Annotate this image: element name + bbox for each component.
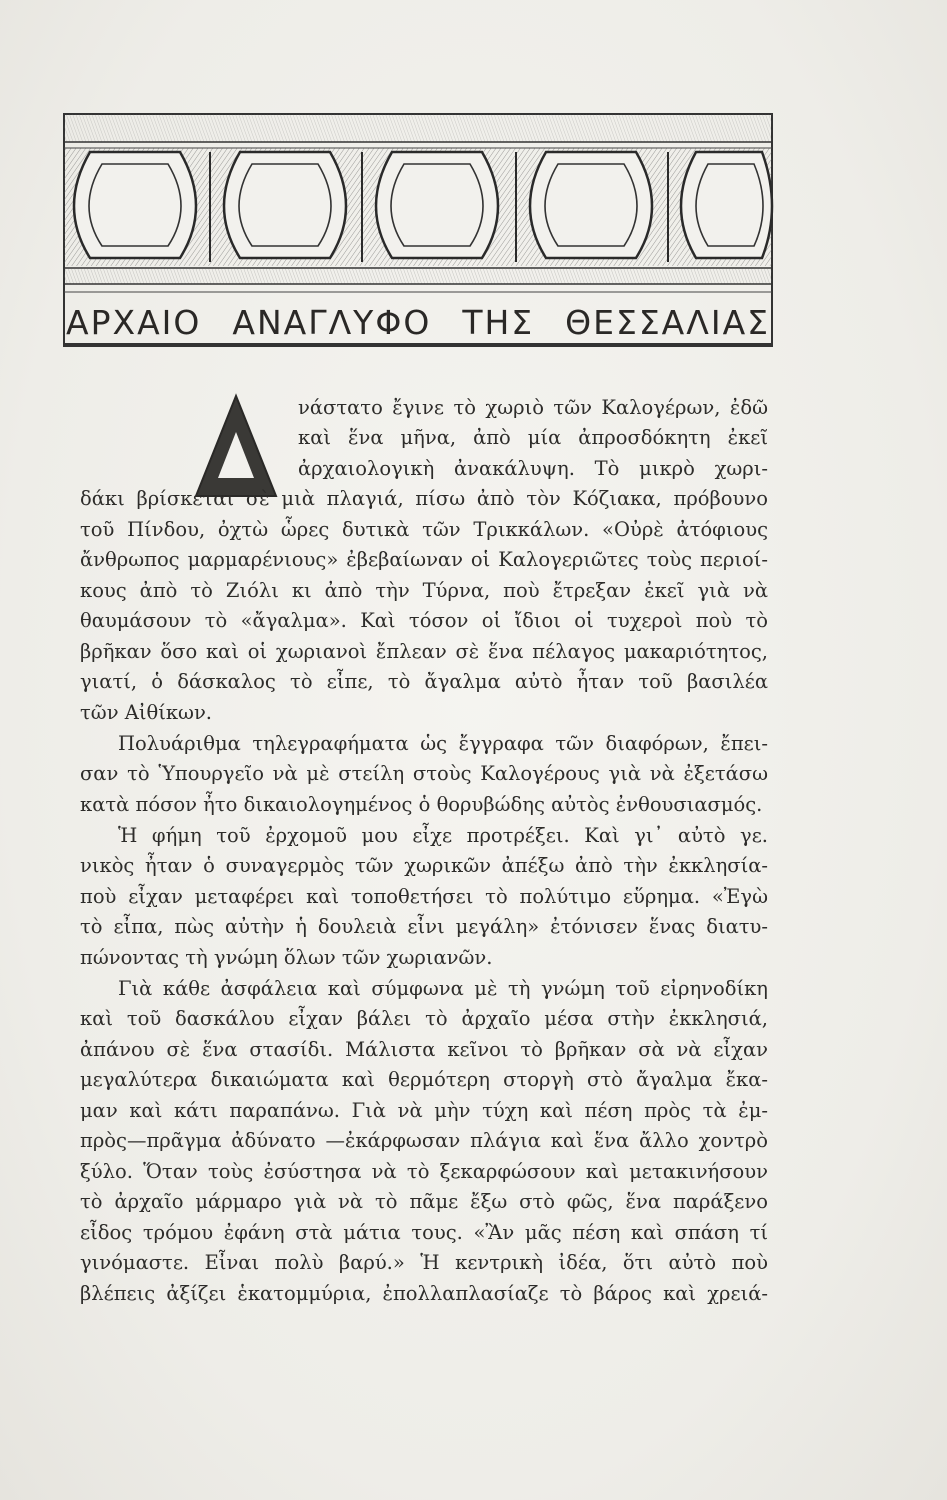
text-line: μεγαλύτερα δικαιώματα καὶ θερμότερη στοργὴ στὸ ἄγαλμα ἔκα- (80, 1068, 768, 1091)
text-line: μαν καὶ κάτι παραπάνω. Γιὰ νὰ μὴν τύχη καὶ πέση πρὸς τὰ ἐμ- (80, 1099, 768, 1122)
caption-word: ΑΡΧΑΙΟ (66, 302, 202, 342)
text-line: ἀρχαιολογικὴ ἀνακάλυψη. Τὸ μικρὸ χωρι- (298, 457, 768, 480)
caption-word: ΤΗΣ (462, 302, 535, 342)
text-line: ξύλο. Ὅταν τοὺς ἐσύστησα νὰ τὸ ξεκαρφώσουν καὶ μετακινήσουν (80, 1160, 768, 1183)
text-line: δάκι βρίσκεται σὲ μιὰ πλαγιά, πίσω ἀπὸ τὸν Κόζιακα, πρόβουνο (80, 487, 768, 510)
text-line: τῶν Αἰθίκων. (80, 701, 212, 724)
text-line: Πολυάριθμα τηλεγραφήματα ὡς ἔγγραφα τῶν διαφόρων, ἔπει- (118, 732, 768, 755)
text-line: τοῦ Πίνδου, ὀχτὼ ὧρες δυτικὰ τῶν Τρικκάλων. «Οὐρὲ ἀτόφιους (80, 518, 768, 541)
text-line: πώνοντας τὴ γνώμη ὅλων τῶν χωριανῶν. (80, 946, 493, 969)
text-line: κους ἀπὸ τὸ Ζιόλι κι ἀπὸ τὴν Τύρνα, ποὺ ἔτρεξαν ἐκεῖ γιὰ νὰ (80, 579, 768, 602)
text-line: καὶ τοῦ δασκάλου εἶχαν βάλει τὸ ἀρχαῖο μέσα στὴν ἐκκλησιά, (80, 1007, 768, 1030)
text-line: γιατί, ὁ δάσκαλος τὸ εἶπε, τὸ ἄγαλμα αὐτὸ ἦταν τοῦ βασιλέα (80, 670, 768, 693)
text-line: σαν τὸ Ὑπουργεῖο νὰ μὲ στείλη στοὺς Καλογέρους γιὰ νὰ ἐξετάσω (80, 762, 768, 785)
text-line: ἄνθρωπος μαρμαρένιους» ἐβεβαίωναν οἱ Καλογεριῶτες τοὺς περιοί- (80, 548, 768, 571)
caption-word: ΘΕΣΣΑΛΙΑΣ (565, 302, 770, 342)
text-line: εἶδος τρόμου ἐφάνη στὰ μάτια τους. «Ἂν μᾶς πέση καὶ σπάση τί (80, 1221, 768, 1244)
text-line: γινόμαστε. Εἶναι πολὺ βαρύ.» Ἡ κεντρικὴ ἰδέα, ὅτι αὐτὸ ποὺ (80, 1251, 768, 1274)
text-line: βλέπεις ἀξίζει ἑκατομμύρια, ἐπολλαπλασίαζε τὸ βάρος καὶ χρειά- (80, 1282, 768, 1305)
text-line: βρῆκαν ὅσο καὶ οἱ χωριανοὶ ἔπλεαν σὲ ἕνα πέλαγος μακαριότητος, (80, 640, 768, 663)
text-line: ποὺ εἶχαν μεταφέρει καὶ τοποθετήσει τὸ πολύτιμο εὕρημα. «Ἐγὼ (80, 885, 768, 908)
text-line: καὶ ἕνα μῆνα, ἀπὸ μία ἀπροσδόκητη ἐκεῖ (298, 426, 768, 449)
text-line: τὸ ἀρχαῖο μάρμαρο γιὰ νὰ τὸ πᾶμε ἔξω στὸ φῶς, ἕνα παράξενο (80, 1190, 768, 1213)
text-line: τὸ εἶπα, πὼς αὐτὴν ἡ δουλειὰ εἶνι μεγάλη» ἐτόνισεν ἕνας διατυ- (80, 915, 768, 938)
text-line: Ἡ φήμη τοῦ ἐρχομοῦ μου εἶχε προτρέξει. Καὶ γι᾽ αὐτὸ γε. (118, 824, 768, 847)
text-line: ἀπάνου σὲ ἕνα στασίδι. Μάλιστα κεῖνοι τὸ βρῆκαν σὰ νὰ εἶχαν (80, 1038, 768, 1061)
illustration-caption (66, 296, 770, 348)
caption-word: ΑΝΑΓΛΥΦΟ (232, 302, 432, 342)
text-line: πρὸς—πρᾶγμα ἀδύνατο —ἐκάρφωσαν πλάγια καὶ ἕνα ἄλλο χοντρὸ (80, 1129, 768, 1152)
text-line: νάστατο ἔγινε τὸ χωριὸ τῶν Καλογέρων, ἐδῶ (298, 396, 768, 419)
text-line: Γιὰ κάθε ἀσφάλεια καὶ σύμφωνα μὲ τὴ γνώμη τοῦ εἰρηνοδίκη (118, 977, 768, 1000)
text-line: κατὰ πόσον ἦτο δικαιολογημένος ὁ θορυβώδης αὐτὸς ἐνθουσιασμός. (80, 793, 763, 816)
text-line: θαυμάσουν τὸ «ἄγαλμα». Καὶ τόσον οἱ ἴδιοι οἱ τυχεροὶ ποὺ τὸ (80, 609, 768, 632)
text-line: νικὸς ἦταν ὁ συναγερμὸς τῶν χωρικῶν ἀπέξω ἀπὸ τὴν ἐκκλησία- (80, 854, 768, 877)
